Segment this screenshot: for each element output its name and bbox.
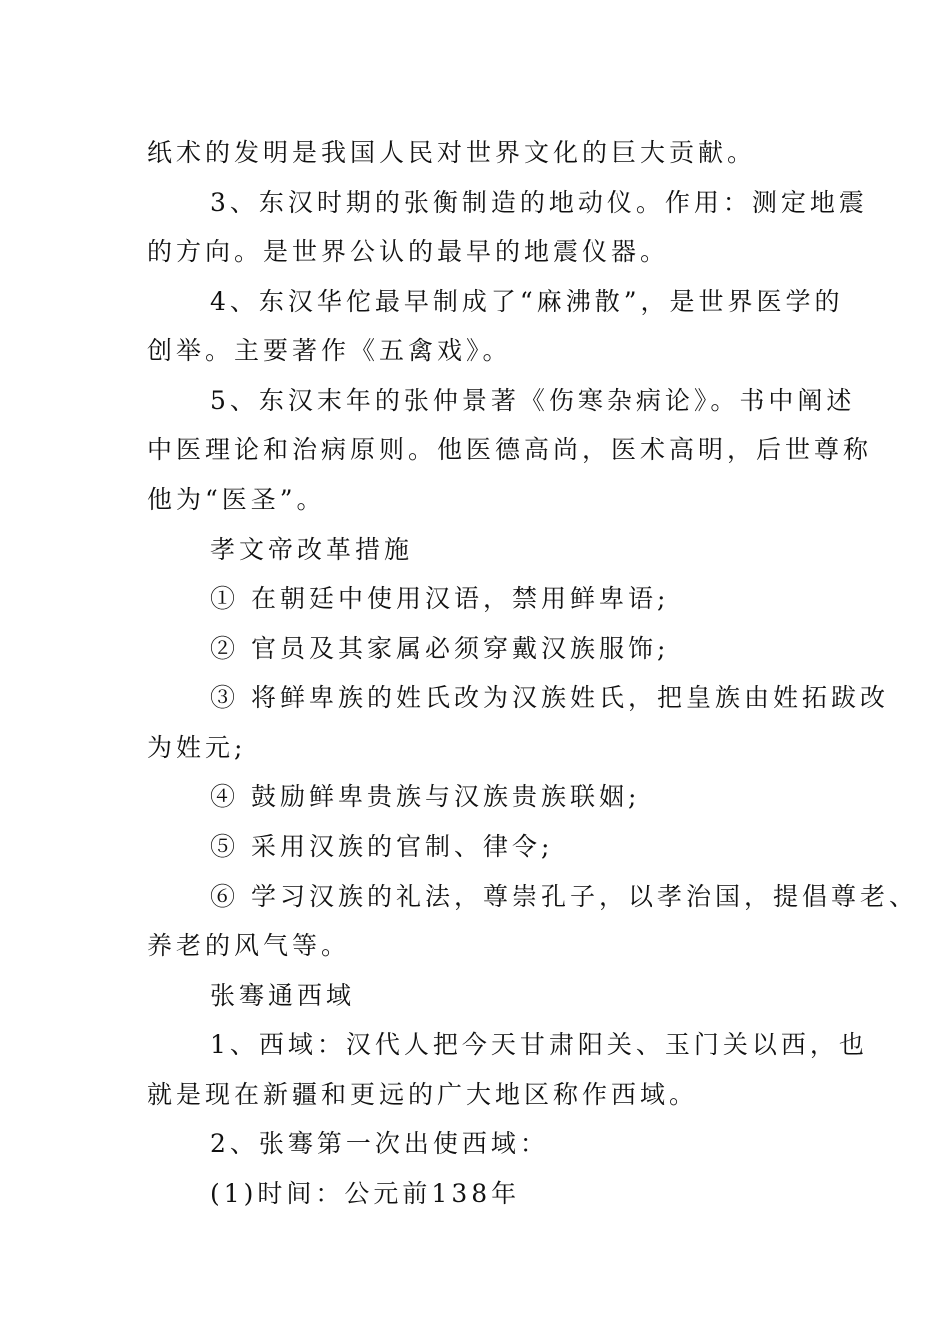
list-item: ③ 将鲜卑族的姓氏改为汉族姓氏，把皇族由姓拓跋改 [210,683,889,712]
text-line: 2、张骞第一次出使西域： [210,1129,549,1158]
section-heading: 孝文帝改革措施 [210,535,414,564]
list-item: ④ 鼓励鲜卑贵族与汉族贵族联姻; [210,782,641,811]
list-item: ② 官员及其家属必须穿戴汉族服饰; [210,634,670,663]
text-line: 创举。主要著作《五禽戏》。 [147,336,512,365]
text-line: 4、东汉华佗最早制成了“麻沸散”，是世界医学的 [210,287,844,316]
text-line: 就是现在新疆和更远的广大地区称作西域。 [147,1080,699,1109]
text-line: 他为“医圣”。 [147,485,326,514]
text-line: 的方向。是世界公认的最早的地震仪器。 [147,237,670,266]
text-line: (1)时间：公元前138年 [210,1179,521,1208]
text-line: 1、西域：汉代人把今天甘肃阳关、玉门关以西，也 [210,1030,868,1059]
text-line: 为姓元; [147,733,247,762]
list-item: ⑤ 采用汉族的官制、律令; [210,832,554,861]
list-item: ⑥ 学习汉族的礼法，尊崇孔子，以孝治国，提倡尊老、 [210,882,918,911]
section-heading: 张骞通西域 [210,981,356,1010]
text-line: 5、东汉末年的张仲景著《伤寒杂病论》。书中阐述 [210,386,856,415]
text-line: 中医理论和治病原则。他医德高尚，医术高明，后世尊称 [147,435,873,464]
list-item: ① 在朝廷中使用汉语，禁用鲜卑语; [210,584,670,613]
text-line: 3、东汉时期的张衡制造的地动仪。作用：测定地震 [210,188,868,217]
text-line: 养老的风气等。 [147,931,351,960]
text-line: 纸术的发明是我国人民对世界文化的巨大贡献。 [147,138,757,167]
